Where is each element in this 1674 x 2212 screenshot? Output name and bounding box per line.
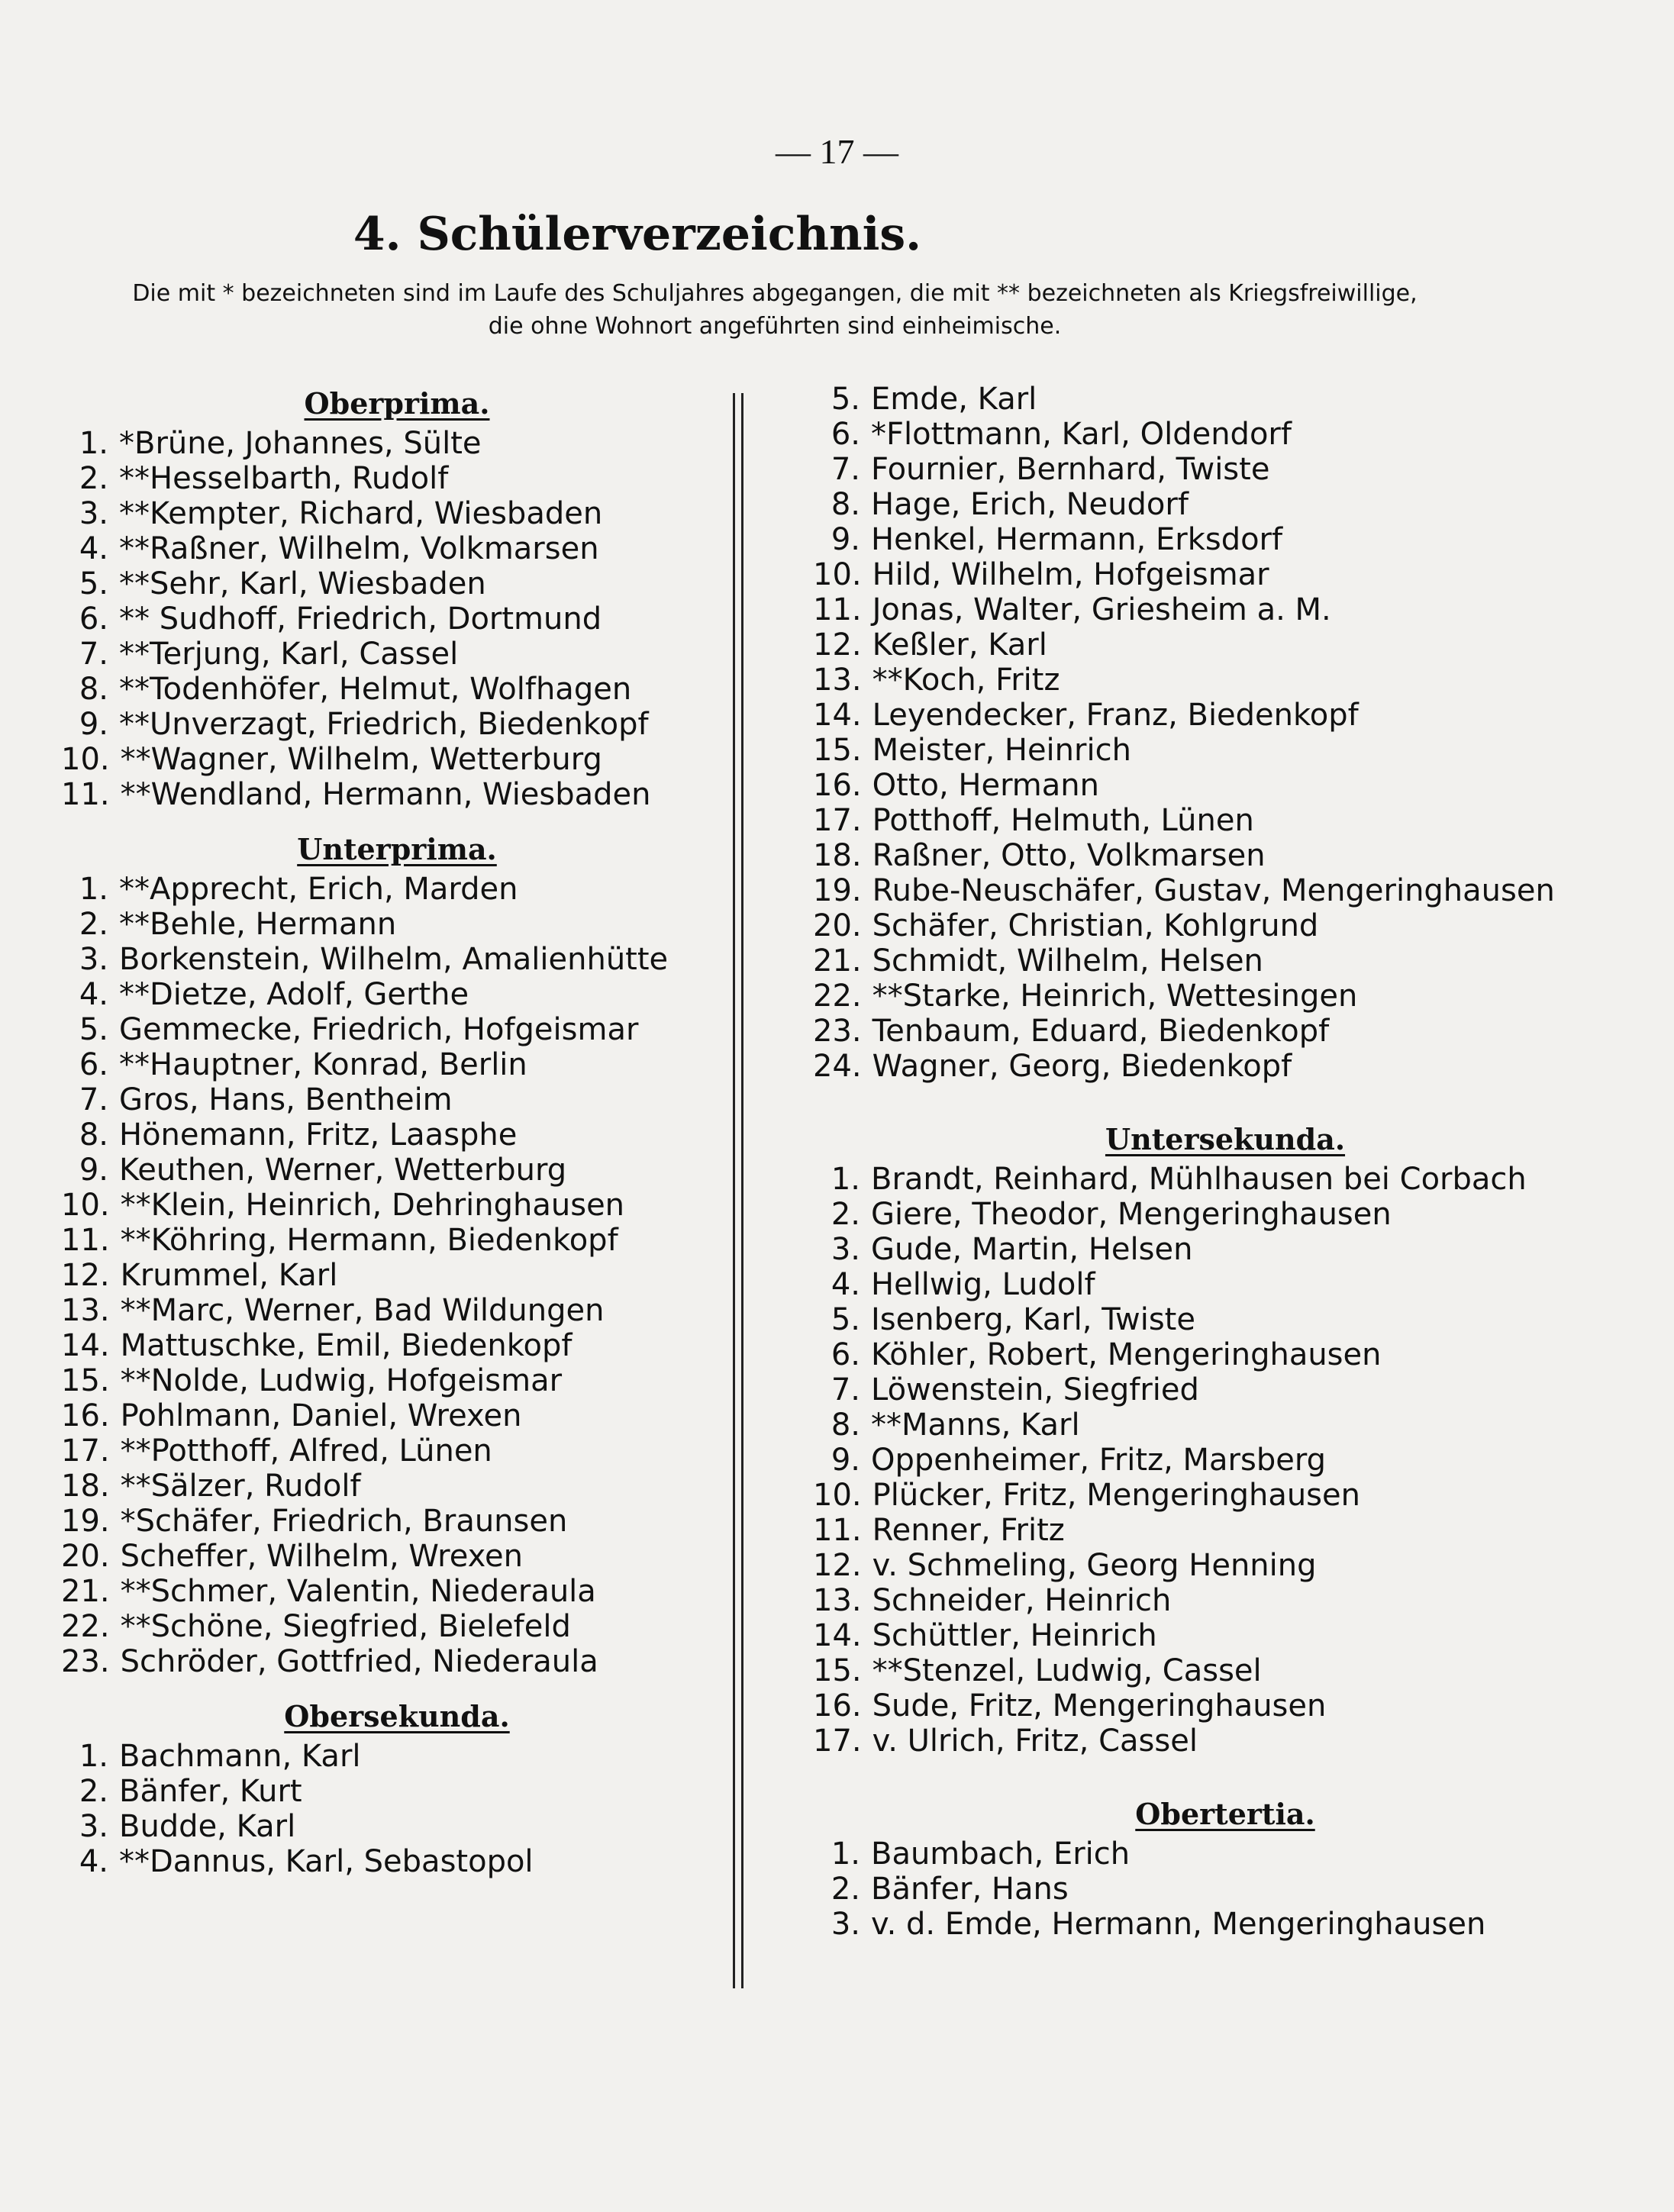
- student-name: Gude, Martin, Helsen: [871, 1232, 1193, 1267]
- list-item: [813, 1513, 1637, 1548]
- list-item: [61, 637, 733, 672]
- list-item-number: 7.: [831, 452, 860, 487]
- left-column: [61, 382, 733, 1879]
- list-item-number: 9.: [79, 1153, 108, 1188]
- list-item-number: 18.: [61, 1469, 110, 1504]
- section-heading: Oberprima.: [304, 386, 490, 421]
- list-item: [61, 1363, 733, 1398]
- list-item-number: 4.: [831, 1267, 860, 1302]
- list-item: [61, 1504, 733, 1539]
- list-item-number: 4.: [79, 977, 108, 1012]
- list-item-number: 14.: [61, 1328, 110, 1363]
- list-item: [813, 979, 1637, 1014]
- student-name: **Sehr, Karl, Wiesbaden: [119, 566, 486, 601]
- list-item-number: 21.: [61, 1574, 110, 1609]
- student-name: **Nolde, Ludwig, Hofgeismar: [120, 1363, 563, 1398]
- list-item-number: 7.: [79, 637, 108, 672]
- list-item: [61, 1398, 733, 1433]
- student-name: Henkel, Hermann, Erksdorf: [871, 522, 1283, 557]
- list-item-number: 7.: [79, 1082, 108, 1117]
- student-name: **Starke, Heinrich, Wettesingen: [872, 979, 1358, 1014]
- student-name: Krummel, Karl: [120, 1258, 338, 1293]
- student-name: Leyendecker, Franz, Biedenkopf: [872, 698, 1359, 733]
- list-item: [61, 1012, 733, 1047]
- list-item: [813, 943, 1637, 979]
- list-item-number: 17.: [813, 1723, 862, 1759]
- list-item-number: 9.: [831, 522, 860, 557]
- student-name: Budde, Karl: [119, 1809, 296, 1844]
- list-item: [813, 1014, 1637, 1049]
- section-heading: Untersekunda.: [1105, 1122, 1346, 1156]
- right-column: [813, 382, 1637, 1942]
- student-name: v. d. Emde, Hermann, Mengeringhausen: [871, 1907, 1486, 1942]
- student-name: Keuthen, Werner, Wetterburg: [119, 1153, 567, 1188]
- list-item: [61, 1609, 733, 1644]
- student-name: **Schöne, Siegfried, Bielefeld: [120, 1609, 571, 1644]
- list-item: [61, 566, 733, 601]
- student-name: **Dannus, Karl, Sebastopol: [119, 1844, 534, 1879]
- list-item: [61, 1082, 733, 1117]
- list-item: [61, 461, 733, 496]
- student-name: **Manns, Karl: [871, 1407, 1080, 1443]
- student-name: v. Ulrich, Fritz, Cassel: [872, 1723, 1198, 1759]
- list-item: [813, 1618, 1637, 1653]
- list-item-number: 6.: [831, 417, 860, 452]
- list-item: [813, 908, 1637, 943]
- note-line-1: Die mit * bezeichneten sind im Laufe des Schuljahres abgegangen, die mit ** bezeichneten als Kriegsfreiwillige,: [132, 280, 1418, 307]
- student-name: Oppenheimer, Fritz, Marsberg: [871, 1443, 1326, 1478]
- list-item-number: 3.: [79, 942, 108, 977]
- list-item-number: 3.: [79, 1809, 108, 1844]
- list-item-number: 16.: [813, 768, 862, 803]
- student-name: Bänfer, Kurt: [119, 1774, 302, 1809]
- list-item: [813, 522, 1637, 557]
- section-heading: Unterprima.: [297, 832, 497, 866]
- list-item-number: 2.: [831, 1872, 860, 1907]
- list-item: [61, 1117, 733, 1153]
- student-name: Mattuschke, Emil, Biedenkopf: [120, 1328, 573, 1363]
- list-item-number: 18.: [813, 838, 862, 873]
- list-item-number: 2.: [79, 1774, 108, 1809]
- spacer: [813, 1084, 1637, 1117]
- student-name: **Apprecht, Erich, Marden: [119, 872, 518, 907]
- list-item: [61, 601, 733, 637]
- list-item: [61, 1293, 733, 1328]
- student-name: **Klein, Heinrich, Dehringhausen: [120, 1188, 625, 1223]
- student-name: **Behle, Hermann: [119, 907, 397, 942]
- list-item-number: 6.: [79, 601, 108, 637]
- list-item-number: 13.: [813, 663, 862, 698]
- student-name: Jonas, Walter, Griesheim a. M.: [872, 592, 1331, 627]
- list-item-number: 11.: [813, 592, 862, 627]
- list-item-number: 5.: [79, 566, 108, 601]
- list-item: [813, 1548, 1637, 1583]
- list-item-number: 3.: [831, 1232, 860, 1267]
- spacer: [61, 812, 733, 827]
- list-item: [61, 707, 733, 742]
- student-name: Hage, Erich, Neudorf: [871, 487, 1189, 522]
- list-item: [61, 742, 733, 777]
- student-name: **Dietze, Adolf, Gerthe: [119, 977, 469, 1012]
- list-item: [813, 1267, 1637, 1302]
- student-name: Emde, Karl: [871, 382, 1037, 417]
- list-item: [813, 1653, 1637, 1688]
- list-item: [61, 1223, 733, 1258]
- list-item: [813, 1583, 1637, 1618]
- student-name: Fournier, Bernhard, Twiste: [871, 452, 1270, 487]
- list-item-number: 19.: [61, 1504, 110, 1539]
- list-item-number: 23.: [61, 1644, 110, 1679]
- list-item-number: 5.: [79, 1012, 108, 1047]
- list-item-number: 20.: [813, 908, 862, 943]
- list-item-number: 9.: [831, 1443, 860, 1478]
- student-name: **Koch, Fritz: [872, 663, 1060, 698]
- list-item: [813, 1337, 1637, 1372]
- list-item-number: 1.: [831, 1162, 860, 1197]
- list-item: [813, 733, 1637, 768]
- list-item: [61, 1047, 733, 1082]
- list-item: [61, 872, 733, 907]
- list-item: [61, 1574, 733, 1609]
- list-item: [813, 417, 1637, 452]
- list-item-number: 23.: [813, 1014, 862, 1049]
- list-item: [813, 768, 1637, 803]
- list-item: [61, 777, 733, 812]
- list-item-number: 8.: [79, 672, 108, 707]
- list-item-number: 15.: [813, 1653, 862, 1688]
- list-item: [813, 1162, 1637, 1197]
- student-name: *Schäfer, Friedrich, Braunsen: [120, 1504, 568, 1539]
- student-name: **Wagner, Wilhelm, Wetterburg: [120, 742, 602, 777]
- student-name: Hild, Wilhelm, Hofgeismar: [872, 557, 1269, 592]
- list-item-number: 21.: [813, 943, 862, 979]
- list-item-number: 14.: [813, 698, 862, 733]
- list-item-number: 5.: [831, 382, 860, 417]
- list-item: [813, 1478, 1637, 1513]
- list-item: [61, 1258, 733, 1293]
- student-name: **Todenhöfer, Helmut, Wolfhagen: [119, 672, 632, 707]
- list-item-number: 20.: [61, 1539, 110, 1574]
- page-number: — 17 —: [776, 132, 898, 171]
- student-name: Borkenstein, Wilhelm, Amalienhütte: [119, 942, 669, 977]
- list-item: [813, 1407, 1637, 1443]
- student-name: Bänfer, Hans: [871, 1872, 1069, 1907]
- student-name: Scheffer, Wilhelm, Wrexen: [120, 1539, 524, 1574]
- list-item: [61, 496, 733, 531]
- student-name: **Terjung, Karl, Cassel: [119, 637, 459, 672]
- list-item-number: 13.: [813, 1583, 862, 1618]
- student-name: Schmidt, Wilhelm, Helsen: [872, 943, 1263, 979]
- list-item: [61, 942, 733, 977]
- student-name: Bachmann, Karl: [119, 1739, 361, 1774]
- list-item: [813, 557, 1637, 592]
- list-item-number: 6.: [79, 1047, 108, 1082]
- list-item: [61, 1328, 733, 1363]
- student-name: Köhler, Robert, Mengeringhausen: [871, 1337, 1382, 1372]
- list-item: [813, 1688, 1637, 1723]
- list-item-number: 11.: [61, 1223, 110, 1258]
- list-item-number: 1.: [831, 1836, 860, 1872]
- list-item-number: 16.: [61, 1398, 110, 1433]
- list-item: [61, 1844, 733, 1879]
- list-item-number: 8.: [831, 1407, 860, 1443]
- list-item-number: 1.: [79, 1739, 108, 1774]
- list-item: [61, 1469, 733, 1504]
- student-name: *Brüne, Johannes, Sülte: [119, 426, 482, 461]
- student-name: Hellwig, Ludolf: [871, 1267, 1095, 1302]
- list-item: [813, 838, 1637, 873]
- list-item: [61, 1739, 733, 1774]
- list-item-number: 17.: [61, 1433, 110, 1469]
- list-item: [61, 1153, 733, 1188]
- list-item-number: 22.: [61, 1609, 110, 1644]
- student-name: ** Sudhoff, Friedrich, Dortmund: [119, 601, 602, 637]
- list-item-number: 19.: [813, 873, 862, 908]
- list-item-number: 2.: [79, 461, 108, 496]
- list-item: [61, 1809, 733, 1844]
- column-divider: [733, 393, 743, 1988]
- student-name: Meister, Heinrich: [872, 733, 1131, 768]
- list-item: [61, 1433, 733, 1469]
- note-line-2: die ohne Wohnort angeführten sind einheimische.: [488, 313, 1062, 340]
- student-name: **Wendland, Hermann, Wiesbaden: [120, 777, 651, 812]
- student-name: **Hesselbarth, Rudolf: [119, 461, 449, 496]
- list-item: [813, 1836, 1637, 1872]
- student-name: **Stenzel, Ludwig, Cassel: [872, 1653, 1262, 1688]
- student-name: Potthoff, Helmuth, Lünen: [872, 803, 1254, 838]
- list-item-number: 15.: [61, 1363, 110, 1398]
- student-name: Rube-Neuschäfer, Gustav, Mengeringhausen: [872, 873, 1555, 908]
- list-item-number: 10.: [813, 557, 862, 592]
- list-item: [61, 977, 733, 1012]
- list-item: [813, 1197, 1637, 1232]
- list-item: [61, 531, 733, 566]
- spacer: [813, 1759, 1637, 1792]
- student-name: Raßner, Otto, Volkmarsen: [872, 838, 1266, 873]
- student-name: Schröder, Gottfried, Niederaula: [120, 1644, 598, 1679]
- spacer: [61, 1679, 733, 1694]
- student-name: Renner, Fritz: [872, 1513, 1065, 1548]
- student-name: Hönemann, Fritz, Laasphe: [119, 1117, 518, 1153]
- student-name: Pohlmann, Daniel, Wrexen: [120, 1398, 522, 1433]
- list-item-number: 13.: [61, 1293, 110, 1328]
- student-name: Wagner, Georg, Biedenkopf: [872, 1049, 1292, 1084]
- list-item: [61, 672, 733, 707]
- student-name: **Marc, Werner, Bad Wildungen: [120, 1293, 605, 1328]
- list-item: [813, 1723, 1637, 1759]
- list-item: [813, 1872, 1637, 1907]
- student-name: **Sälzer, Rudolf: [120, 1469, 361, 1504]
- list-item: [813, 452, 1637, 487]
- student-name: **Kempter, Richard, Wiesbaden: [119, 496, 603, 531]
- student-name: **Potthoff, Alfred, Lünen: [120, 1433, 492, 1469]
- list-item-number: 10.: [61, 742, 110, 777]
- list-item-number: 24.: [813, 1049, 862, 1084]
- student-name: Gemmecke, Friedrich, Hofgeismar: [119, 1012, 639, 1047]
- student-name: Plücker, Fritz, Mengeringhausen: [872, 1478, 1360, 1513]
- list-item-number: 12.: [813, 627, 862, 663]
- student-name: Otto, Hermann: [872, 768, 1099, 803]
- list-item: [813, 627, 1637, 663]
- list-item-number: 15.: [813, 733, 862, 768]
- list-item-number: 14.: [813, 1618, 862, 1653]
- list-item: [61, 907, 733, 942]
- list-item: [813, 663, 1637, 698]
- list-item-number: 1.: [79, 426, 108, 461]
- list-item-number: 8.: [79, 1117, 108, 1153]
- student-name: Baumbach, Erich: [871, 1836, 1131, 1872]
- list-item-number: 4.: [79, 531, 108, 566]
- list-item: [813, 1232, 1637, 1267]
- list-item-number: 10.: [813, 1478, 862, 1513]
- student-name: **Köhring, Hermann, Biedenkopf: [120, 1223, 618, 1258]
- page-title: 4. Schülerverzeichnis.: [353, 208, 922, 261]
- student-name: Giere, Theodor, Mengeringhausen: [871, 1197, 1392, 1232]
- list-item: [813, 698, 1637, 733]
- list-item: [61, 1774, 733, 1809]
- list-item-number: 2.: [831, 1197, 860, 1232]
- student-name: **Unverzagt, Friedrich, Biedenkopf: [119, 707, 649, 742]
- student-name: Keßler, Karl: [872, 627, 1047, 663]
- list-item: [813, 1372, 1637, 1407]
- list-item-number: 2.: [79, 907, 108, 942]
- student-name: Gros, Hans, Bentheim: [119, 1082, 453, 1117]
- list-item-number: 10.: [61, 1188, 110, 1223]
- list-item: [813, 592, 1637, 627]
- list-item-number: 12.: [813, 1548, 862, 1583]
- student-name: *Flottmann, Karl, Oldendorf: [871, 417, 1292, 452]
- list-item-number: 12.: [61, 1258, 110, 1293]
- student-name: v. Schmeling, Georg Henning: [872, 1548, 1317, 1583]
- student-name: **Schmer, Valentin, Niederaula: [120, 1574, 596, 1609]
- list-item-number: 16.: [813, 1688, 862, 1723]
- list-item-number: 5.: [831, 1302, 860, 1337]
- student-name: Schneider, Heinrich: [872, 1583, 1172, 1618]
- list-item: [813, 382, 1637, 417]
- list-item-number: 22.: [813, 979, 862, 1014]
- list-item-number: 3.: [79, 496, 108, 531]
- section-heading: Obersekunda.: [284, 1699, 510, 1733]
- list-item: [61, 1539, 733, 1574]
- list-item: [813, 1443, 1637, 1478]
- list-item: [813, 1907, 1637, 1942]
- list-item-number: 7.: [831, 1372, 860, 1407]
- list-item-number: 9.: [79, 707, 108, 742]
- student-name: Schäfer, Christian, Kohlgrund: [872, 908, 1319, 943]
- section-heading: Obertertia.: [1135, 1797, 1315, 1831]
- list-item: [813, 1049, 1637, 1084]
- student-name: Schüttler, Heinrich: [872, 1618, 1157, 1653]
- list-item: [813, 1302, 1637, 1337]
- student-name: **Hauptner, Konrad, Berlin: [119, 1047, 527, 1082]
- student-name: Löwenstein, Siegfried: [871, 1372, 1199, 1407]
- list-item-number: 4.: [79, 1844, 108, 1879]
- list-item-number: 11.: [61, 777, 110, 812]
- list-item-number: 17.: [813, 803, 862, 838]
- list-item: [813, 873, 1637, 908]
- student-name: Brandt, Reinhard, Mühlhausen bei Corbach: [871, 1162, 1527, 1197]
- student-name: Sude, Fritz, Mengeringhausen: [872, 1688, 1327, 1723]
- list-item-number: 6.: [831, 1337, 860, 1372]
- student-name: Isenberg, Karl, Twiste: [871, 1302, 1195, 1337]
- list-item-number: 8.: [831, 487, 860, 522]
- student-name: **Raßner, Wilhelm, Volkmarsen: [119, 531, 599, 566]
- list-item-number: 3.: [831, 1907, 860, 1942]
- list-item: [813, 487, 1637, 522]
- list-item: [61, 426, 733, 461]
- list-item-number: 11.: [813, 1513, 862, 1548]
- list-item: [61, 1188, 733, 1223]
- student-name: Tenbaum, Eduard, Biedenkopf: [872, 1014, 1330, 1049]
- list-item: [61, 1644, 733, 1679]
- list-item-number: 1.: [79, 872, 108, 907]
- list-item: [813, 803, 1637, 838]
